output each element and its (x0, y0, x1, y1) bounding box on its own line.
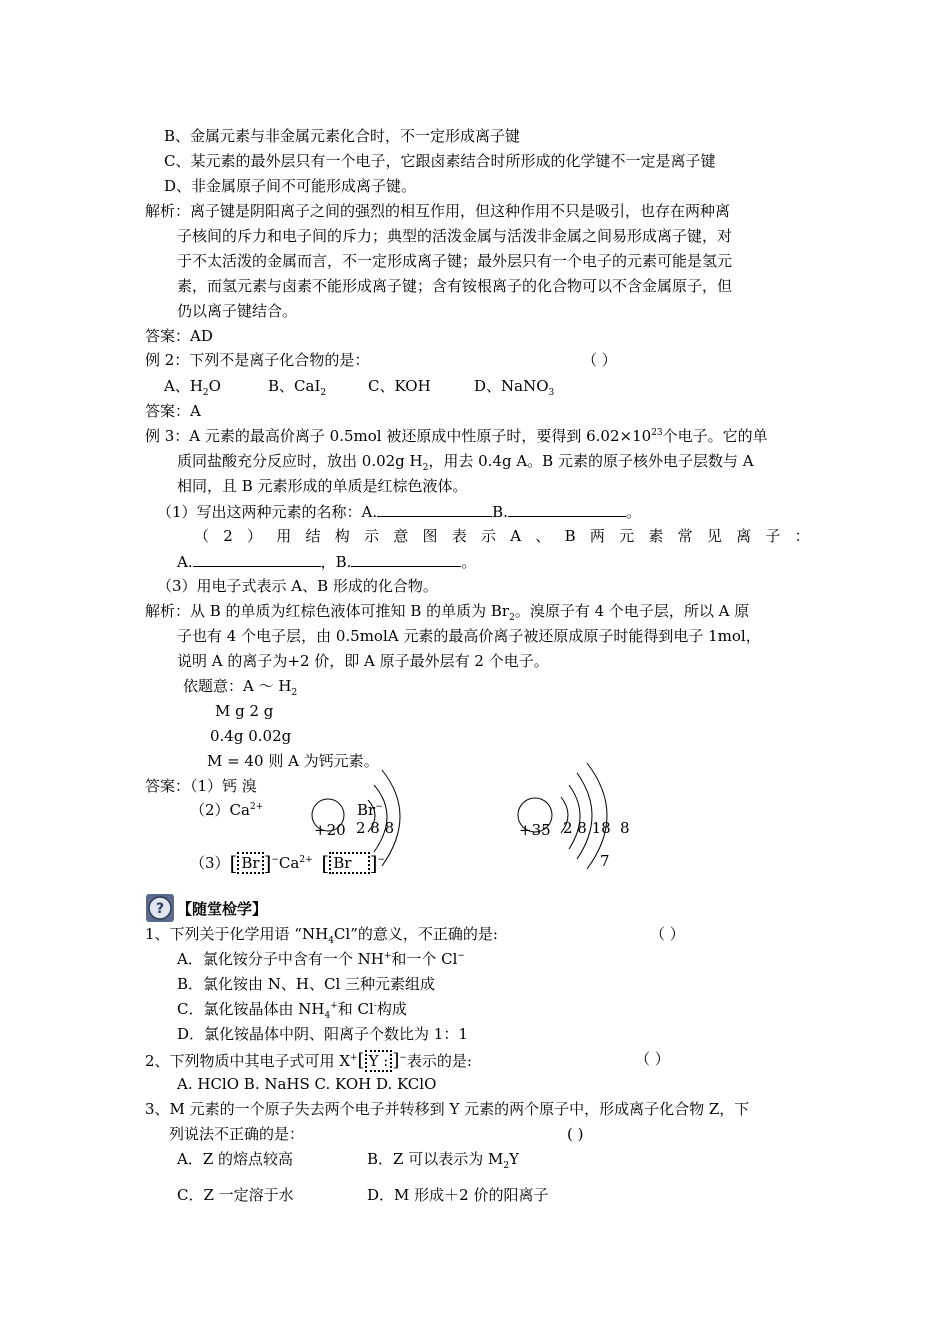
ex3-calc-line: 0.4g 0.02g (210, 727, 292, 745)
ex3-calc-line: 依题意：A ～ $H_2$ (183, 677, 298, 698)
q2-stem: 2、下列物质中其电子式可用 X+[ Y : ]−表示的是: (145, 1050, 472, 1071)
br-shell-electrons-outer: 8 (620, 819, 630, 837)
q1-option-b: B．氯化铵由 N、H、Cl 三种元素组成 (177, 975, 436, 993)
ex1-option-b: B、金属元素与非金属元素化合时，不一定形成离子键 (164, 127, 521, 145)
q3-paren: ( ) (567, 1125, 584, 1143)
ex3-analysis-line: 解析：从 B 的单质为红棕色液体可推知 B 的单质为 $Br_2$。溴原子有 4 个电子层，所以 A 原 (145, 602, 750, 623)
ex3-calc-line: M = 40 则 A 为钙元素。 (207, 752, 379, 770)
q3-stem-line: 列说法不正确的是： (169, 1125, 305, 1143)
ex1-answer: 答案：AD (145, 327, 213, 345)
question-icon (146, 894, 174, 922)
svg-text:?: ? (155, 901, 165, 917)
br-atom-outer-electrons: 7 (600, 852, 610, 870)
ex3-analysis-line: 子也有 4 个电子层，由 0.5molA 元素的最高价离子被还原成原子时能得到电子 1mol， (177, 627, 761, 645)
br-ion-structure-diagram (505, 755, 645, 875)
ex2-question: 例 2：下列不是离子化合物的是： (145, 351, 370, 369)
q3-option-c: C．Z 一定溶于水 (177, 1186, 294, 1204)
ex2-paren: （ ） (582, 351, 617, 369)
q1-stem: 1、下列关于化学用语 “$NH_4Cl$”的意义，不正确的是: (145, 925, 498, 946)
ex1-analysis-line: 仍以离子键结合。 (177, 302, 298, 320)
ex2-option-c: C、KOH (368, 377, 431, 395)
ex3-answer-1: 答案：（1）钙 溴 (145, 777, 257, 795)
ex2-option-b: B、CaI$_2$ (268, 377, 327, 398)
ex3-analysis-line: 说明 A 的离子为+2 价，即 A 原子最外层有 2 个电子。 (177, 652, 549, 670)
q1-option-d: D．氯化铵晶体中阴、阳离子个数比为 1：1 (177, 1025, 468, 1043)
ex3-question-line: 例 3：A 元素的最高价离子 0.5mol 被还原成中性原子时，要得到 $6.02\times 10^{23}$个电子。它的单 (145, 427, 768, 445)
ex1-option-c: C、某元素的最外层只有一个电子，它跟卤素结合时所形成的化学键不一定是离子键 (164, 152, 716, 170)
q1-paren: （ ） (650, 925, 685, 943)
ex3-part1: （1）写出这两种元素的名称：A. B. 。 (157, 503, 641, 521)
q3-stem-line: 3、M 元素的一个原子失去两个电子并转移到 Y 元素的两个原子中，形成离子化合物 Z，下 (145, 1100, 750, 1118)
ex3-question-line: 质同盐酸充分反应时，放出 0.02g $H_2$，用去 0.4g A。B 元素的原子核外电子层数与 A (177, 452, 754, 473)
ex1-analysis-line: 子核间的斥力和电子间的斥力；典型的活泼金属与活泼非金属之间易形成离子键，对 (177, 227, 733, 245)
ex3-part2-blanks: A. ，B. 。 (177, 553, 477, 571)
section-title: 【随堂检学】 (177, 900, 268, 918)
q1-option-c: C．氯化铵晶体由 $NH_4^+$和 Cl-构成 (177, 1000, 407, 1021)
ca-nucleus-label: +20 (314, 821, 346, 839)
q3-option-a: A．Z 的熔点较高 (177, 1150, 294, 1168)
ex1-analysis-line: 解析：离子键是阴阳离子之间的强烈的相互作用，但这种作用不只是吸引，也存在两种离 (145, 202, 731, 220)
ex3-part2: （2）用结构示意图表示A、B两元素常见离子： (194, 527, 824, 545)
q2-options: A. HClO B. NaHS C. KOH D. KClO (177, 1075, 437, 1093)
ex3-answer-3: （3）[ Br ]$^-Ca^{2+}$ [ Br ]− (190, 851, 386, 875)
ex1-option-d: D、非金属原子间不可能形成离子键。 (164, 177, 417, 195)
q1-option-a: A．氯化铵分子中含有一个 NH+和一个 Cl− (177, 950, 465, 968)
br-ion-label: Br− (357, 801, 383, 819)
br-shell-electrons: 2 8 18 (563, 819, 611, 837)
ex2-options: A、$H_2O$ (164, 377, 221, 398)
ex2-answer: 答案：A (145, 402, 201, 420)
ca-shell-electrons: 2 8 8 (356, 819, 395, 837)
ex3-part3: （3）用电子式表示 A、B 形成的化合物。 (157, 577, 438, 595)
ex2-option-d: D、NaNO$_3$ (474, 377, 555, 398)
ex3-question-line: 相同，且 B 元素形成的单质是红棕色液体。 (177, 477, 468, 495)
ex3-answer-2: $(2)Ca^{2+}$ (190, 801, 264, 819)
ex3-calc-line: M g 2 g (215, 702, 274, 720)
br-nucleus-label: +35 (519, 821, 551, 839)
ex1-analysis-line: 素，而氢元素与卤素不能形成离子键；含有铵根离子的化合物可以不含金属原子，但 (177, 277, 733, 295)
q2-paren: （ ） (635, 1050, 670, 1068)
q3-option-d: D．M 形成＋2 价的阳离子 (367, 1186, 549, 1204)
ex1-analysis-line: 于不太活泼的金属而言，不一定形成离子键；最外层只有一个电子的元素可能是氢元 (177, 252, 733, 270)
q3-option-b: B．Z 可以表示为 $M_2Y$ (367, 1150, 519, 1171)
